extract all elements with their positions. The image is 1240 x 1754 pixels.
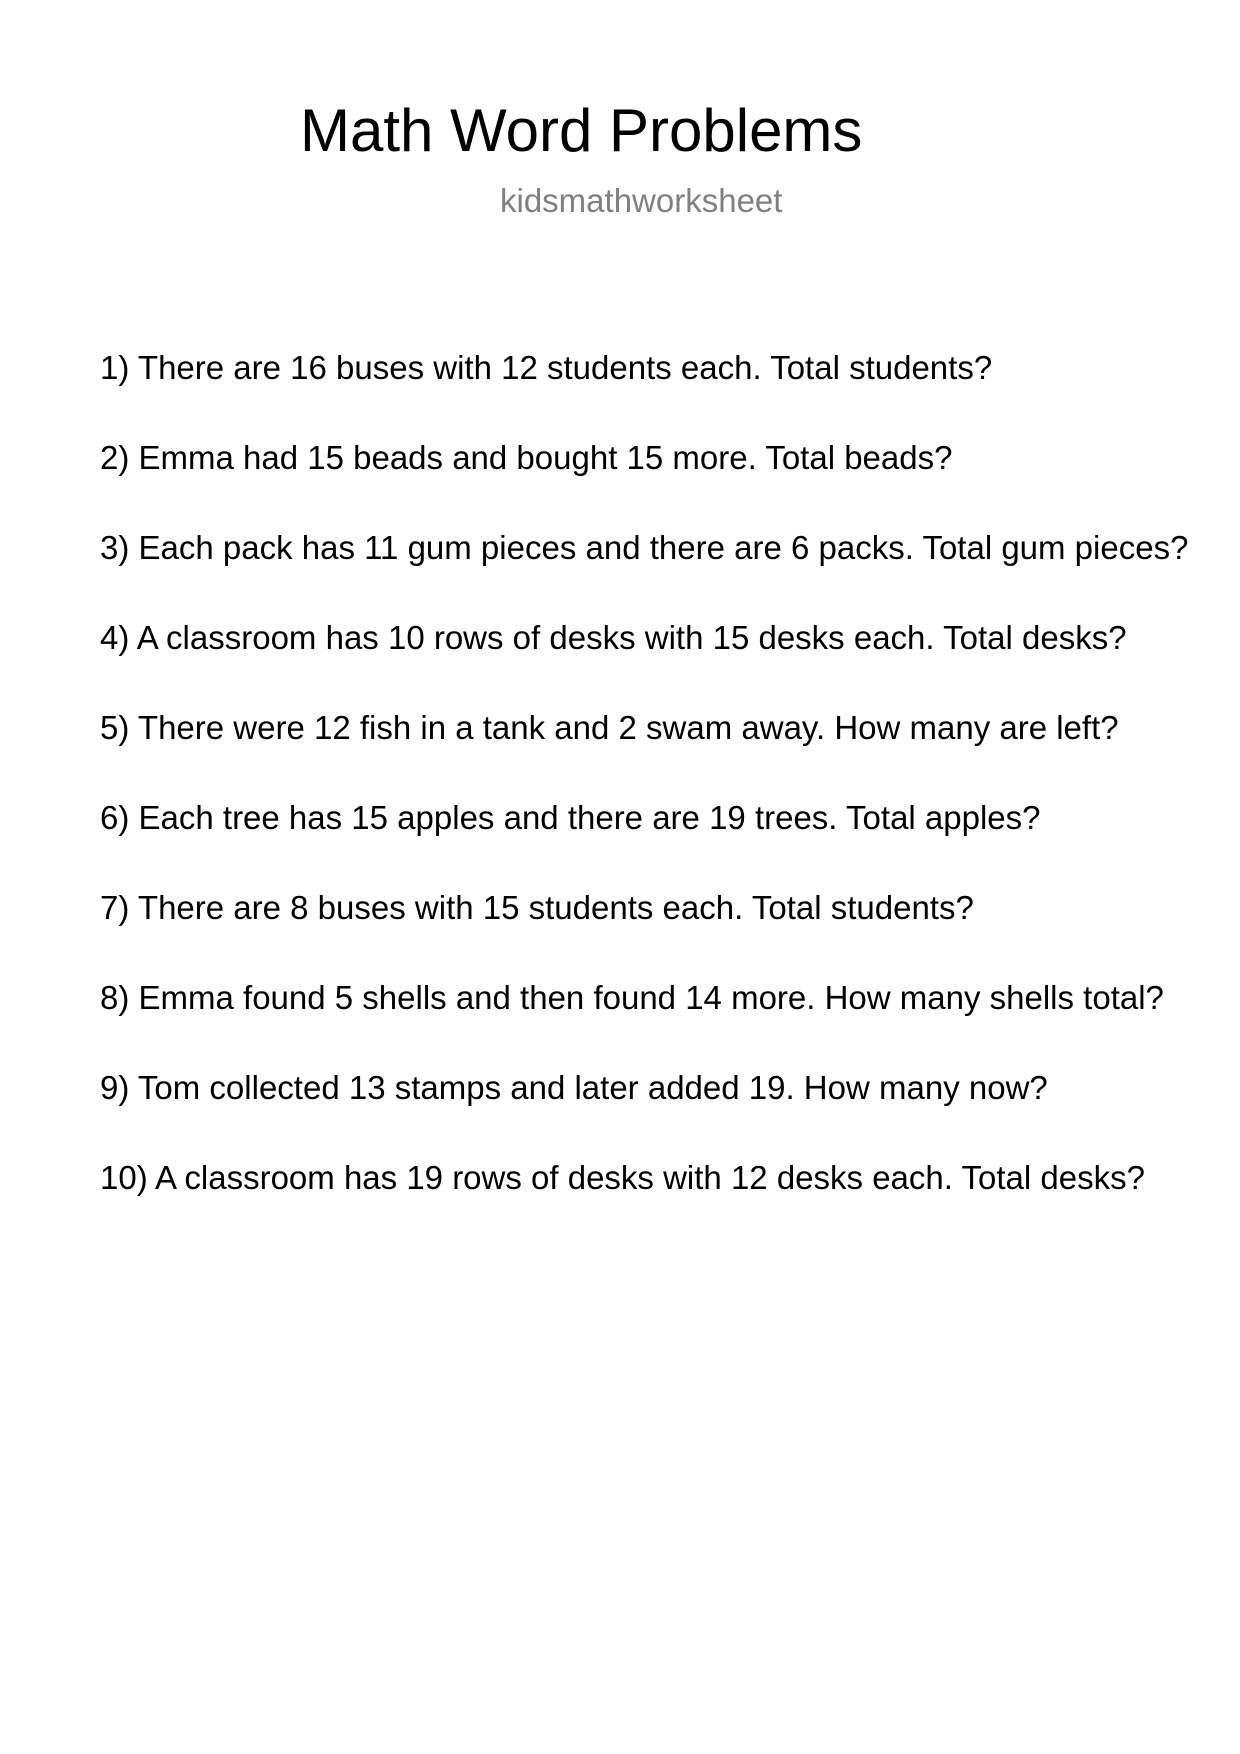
problem-list — [100, 348, 1188, 1248]
page-subtitle: kidsmathworksheet — [500, 182, 783, 219]
problem-item: 10) A classroom has 19 rows of desks with 12 desks each. Total desks? — [100, 1159, 1145, 1196]
problem-item: 2) Emma had 15 beads and bought 15 more. Total beads? — [100, 439, 953, 476]
problem-item: 1) There are 16 buses with 12 students each. Total students? — [100, 349, 993, 386]
problem-item: 8) Emma found 5 shells and then found 14 more. How many shells total? — [100, 979, 1164, 1016]
problem-item: 5) There were 12 fish in a tank and 2 swam away. How many are left? — [100, 709, 1119, 746]
problem-item: 6) Each tree has 15 apples and there are 19 trees. Total apples? — [100, 799, 1041, 836]
page-title: Math Word Problems — [300, 97, 863, 164]
problem-item: 4) A classroom has 10 rows of desks with 15 desks each. Total desks? — [100, 619, 1127, 656]
problem-item: 7) There are 8 buses with 15 students each. Total students? — [100, 889, 974, 926]
problem-item: 9) Tom collected 13 stamps and later added 19. How many now? — [100, 1069, 1048, 1106]
problem-item: 3) Each pack has 11 gum pieces and there are 6 packs. Total gum pieces? — [100, 529, 1189, 566]
